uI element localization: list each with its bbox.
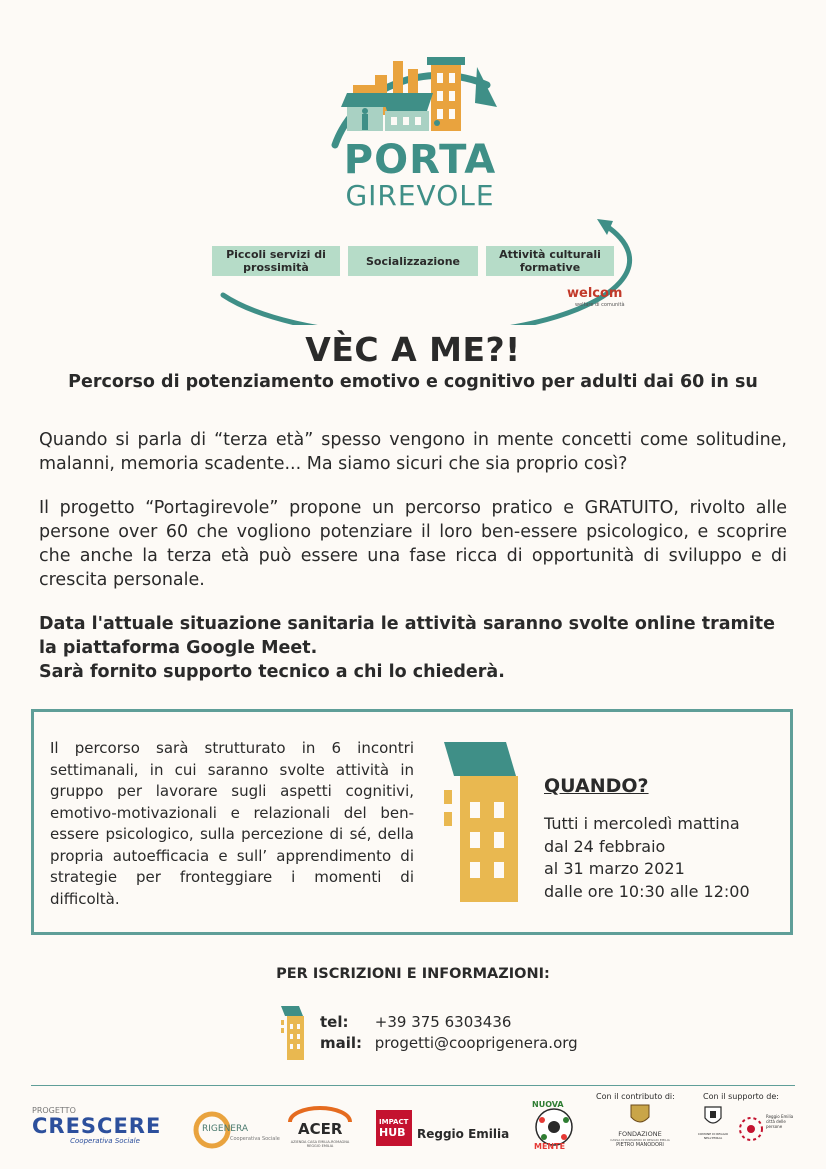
- crescere-logo: [32, 1106, 178, 1145]
- small-building-icon: [281, 1006, 305, 1064]
- impact-word: IMPACT: [379, 1118, 409, 1126]
- crescere-word: CRESCERE: [32, 1114, 162, 1138]
- online-notice-line2: Sarà fornito supporto tecnico a chi lo chiederà.: [39, 662, 505, 682]
- comune-logo: [696, 1106, 730, 1152]
- impact-city: Reggio Emilia: [417, 1127, 510, 1141]
- when-line: dalle ore 10:30 alle 12:00: [544, 881, 750, 901]
- fondazione-sub1: CASSA DI RISPARMIO DI REGGIO EMILIA: [610, 1138, 670, 1142]
- crescere-pre: PROGETTO: [32, 1106, 76, 1115]
- acer-sub: AZIENDA CASA EMILIA-ROMAGNA REGGIO EMILIA: [290, 1140, 350, 1148]
- fondazione-logo: [610, 1103, 670, 1155]
- fondazione-word: FONDAZIONE: [618, 1130, 662, 1138]
- mail-value[interactable]: progetti@cooprigenera.org: [374, 1034, 578, 1052]
- page-title: VÈC A ME?!: [305, 330, 521, 369]
- rigenera-logo: [192, 1110, 280, 1150]
- rigenera-sub: Cooperativa Sociale: [230, 1136, 280, 1142]
- nuova-word: NUOVA: [532, 1100, 564, 1109]
- tel-row: [320, 1012, 578, 1033]
- tel-value[interactable]: +39 375 6303436: [374, 1013, 512, 1031]
- when-line: Tutti i mercoledì mattina: [544, 814, 740, 833]
- nuova-mente-logo: [528, 1102, 580, 1152]
- portagirevole-logo: [205, 25, 635, 325]
- acer-word: ACER: [298, 1120, 343, 1138]
- crescere-sub: Cooperativa Sociale: [70, 1137, 140, 1145]
- project-paragraph: Il progetto “Portagirevole” propone un percorso pratico e GRATUITO, rivolto alle persone over 60 che vogliono potenziare il loro ben-essere psicologico, e scoprire che anche la terza età può essere una fase ricca di opportunità di sviluppo e di crescita personale.: [39, 498, 787, 590]
- tel-label: tel:: [320, 1013, 349, 1031]
- info-box-description: Il percorso sarà strutturato in 6 incontri settimanali, in cui saranno svolte attività in gruppo per lavorare sugli aspetti cognitivi, emotivo-motivazionali e relazionali del ben-essere psicologico, sulla percezione di sé, della propria autoefficacia e sull’ apprendimento di strategie per fronteggiare i momenti di difficoltà.: [50, 739, 414, 908]
- crest-icon: [629, 1103, 651, 1127]
- logo-word-porta: PORTA: [343, 137, 497, 183]
- comune-word: COMUNE DI REGGIO NELL'EMILIA: [697, 1132, 729, 1140]
- citta-dots-icon: [738, 1116, 764, 1142]
- comune-crest-icon: [704, 1106, 722, 1128]
- impact-hub-logo: [376, 1110, 412, 1146]
- mente-word: MENTE: [534, 1142, 566, 1151]
- supporto-label: Con il supporto de:: [703, 1092, 779, 1101]
- welcom-brand: welcom: [567, 286, 623, 301]
- page-subtitle: Percorso di potenziamento emotivo e cognitivo per adulti dai 60 in su: [68, 372, 758, 392]
- pill-attivita: Attività culturali formative: [486, 246, 614, 276]
- rigenera-word: RIGENERA: [202, 1124, 249, 1134]
- acer-logo: [286, 1104, 354, 1148]
- when-title: QUANDO?: [544, 775, 649, 797]
- logo-word-girevole: GIREVOLE: [345, 179, 495, 212]
- contacts-heading: PER ISCRIZIONI E INFORMAZIONI:: [276, 966, 550, 982]
- footer-divider: [31, 1085, 795, 1086]
- logo-graphic: [205, 25, 635, 325]
- building-icon: [440, 742, 520, 908]
- contributo-label: Con il contributo di:: [596, 1092, 675, 1101]
- mail-row: [320, 1033, 578, 1054]
- fondazione-sub2: PIETRO MANODORI: [616, 1142, 664, 1148]
- welcom-tagline: welfare di comunità: [575, 302, 625, 308]
- mail-label: mail:: [320, 1034, 363, 1052]
- hub-word: HUB: [379, 1126, 406, 1139]
- contact-details: [320, 1012, 578, 1054]
- when-line: dal 24 febbraio: [544, 836, 666, 856]
- online-notice: [39, 612, 787, 684]
- pill-prossimita: Piccoli servizi di prossimità: [212, 246, 340, 276]
- online-notice-line1: Data l'attuale situazione sanitaria le attività saranno svolte online tramite la piattaforma Google Meet.: [39, 614, 775, 658]
- citta-persone-logo: [738, 1112, 798, 1146]
- citta-word: Reggio Emilia città delle persone: [766, 1114, 794, 1129]
- intro-paragraph: Quando si parla di “terza età” spesso vengono in mente concetti come solitudine, malanni, memoria scadente... Ma siamo sicuri che sia proprio così?: [39, 430, 787, 474]
- when-details: [544, 813, 750, 903]
- pill-socializzazione: Socializzazione: [348, 246, 478, 276]
- when-line: al 31 marzo 2021: [544, 859, 685, 878]
